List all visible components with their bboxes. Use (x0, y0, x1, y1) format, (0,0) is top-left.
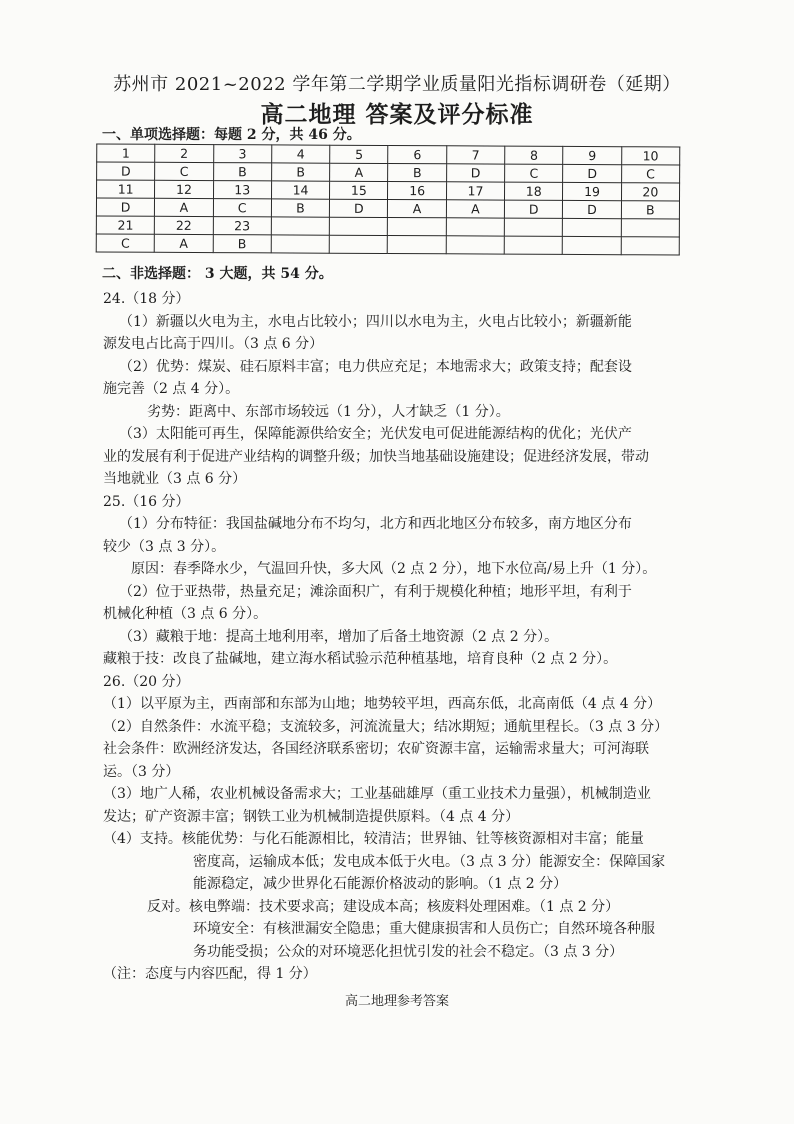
answer-cell: B (213, 235, 271, 253)
question-number-cell: 14 (271, 181, 329, 199)
text-line: （1）新疆以火电为主，水电占比较小；四川以水电为主，火电占比较小；新疆新能 (119, 313, 632, 330)
text-line: 较少（3 点 3 分）。 (103, 538, 226, 555)
question-number-cell (621, 219, 679, 237)
answer-cell: A (155, 198, 213, 216)
answer-cell: B (271, 199, 329, 217)
question-number-cell: 9 (563, 146, 621, 164)
question-number-cell: 10 (621, 147, 679, 165)
answer-cell (329, 235, 387, 253)
answer-cell: B (621, 201, 679, 219)
page-footer: 高二地理参考答案 (344, 994, 449, 1009)
answer-cell: D (563, 164, 621, 182)
answer-cell: C (96, 234, 154, 252)
text-line: 密度高，运输成本低；发电成本低于火电。（3 点 3 分）能源安全：保障国家 (193, 853, 666, 870)
question-number-cell: 17 (446, 182, 504, 200)
question-number-cell: 23 (213, 217, 271, 235)
q24-heading: 24.（18 分） (103, 291, 190, 307)
question-number-cell (446, 218, 504, 236)
question-number-cell: 3 (213, 145, 271, 163)
question-number-cell: 21 (96, 216, 154, 234)
answer-cell: C (155, 162, 213, 180)
answer-cell (563, 236, 621, 254)
text-line: （4）支持。核能优势：与化石能源相比，较清洁；世界铀、钍等核资源相对丰富；能量 (103, 831, 644, 847)
question-number-cell: 12 (155, 180, 213, 198)
question-number-cell (388, 217, 446, 235)
text-line: （3）藏粮于地：提高土地利用率，增加了后备土地资源（2 点 2 分）。 (119, 628, 559, 645)
question-number-cell: 7 (446, 146, 504, 164)
question-number-cell: 4 (272, 145, 330, 163)
question-number-cell: 19 (563, 182, 621, 200)
answer-cell: A (388, 199, 446, 217)
answer-cell: A (446, 200, 504, 218)
question-number-cell (563, 218, 621, 236)
answer-cell: A (155, 234, 213, 252)
answer-cell: B (213, 163, 271, 181)
text-line: （2）位于亚热带，热量充足；滩涂面积广，有利于规模化种植；地形平坦，有利于 (119, 583, 632, 600)
answer-cell: D (446, 164, 504, 182)
question-number-cell: 1 (97, 144, 155, 162)
q26-heading: 26.（20 分） (103, 673, 190, 690)
question-number-cell: 13 (213, 181, 271, 199)
text-line: 劣势：距离中、东部市场较远（1 分），人才缺乏（1 分）。 (147, 403, 510, 420)
text-line: （2）自然条件：水流平稳；支流较多，河流流量大；结冰期短；通航里程长。（3 点 3 分） (103, 718, 669, 735)
section2-heading: 二、非选择题： 3 大题，共 54 分。 (102, 266, 333, 282)
text-line: 藏粮于技：改良了盐碱地，建立海水稻试验示范种植基地，培育良种（2 点 2 分）。 (103, 651, 618, 667)
question-number-cell: 22 (155, 216, 213, 234)
text-line: 施完善（2 点 4 分）。 (103, 381, 240, 397)
text-line: 机械化种植（3 点 6 分）。 (103, 606, 268, 622)
question-number-cell: 20 (621, 183, 679, 201)
q25-heading: 25.（16 分） (103, 493, 190, 510)
answer-cell: C (505, 164, 563, 182)
answer-cell (504, 236, 562, 254)
question-number-cell (271, 217, 329, 235)
text-line: 源发电占比高于四川。（3 点 6 分） (103, 336, 324, 352)
text-line: （3）地广人稀，农业机械设备需求大；工业基础雄厚（重工业技术力量强），机械制造业 (103, 786, 651, 802)
text-line: 发达；矿产资源丰富；钢铁工业为机械制造提供原料。（4 点 4 分） (103, 808, 520, 825)
text-line: 原因：春季降水少，气温回升快，多大风（2 点 2 分），地下水位高/易上升（1 分）。 (131, 561, 657, 577)
answer-cell: D (330, 199, 388, 217)
answer-cell: B (388, 164, 446, 182)
question-number-cell: 16 (388, 182, 446, 200)
text-line: （2）优势：煤炭、硅石原料丰富；电力供应充足；本地需求大；政策支持；配套设 (119, 358, 632, 375)
question-number-cell (329, 217, 387, 235)
section2-body (103, 288, 703, 986)
answer-cell: D (97, 162, 155, 180)
text-line: 能源稳定，减少世界化石能源价格波动的影响。（1 点 2 分） (193, 876, 568, 892)
question-number-cell: 8 (505, 146, 563, 164)
text-line: （1）以平原为主，西南部和东部为山地；地势较平坦，西高东低，北高南低（4 点 4 分） (103, 696, 662, 712)
document-subtitle: 高二地理 答案及评分标准 (260, 101, 534, 128)
answer-cell (621, 237, 679, 255)
question-number-cell (504, 218, 562, 236)
note-line: （注：态度与内容匹配，得 1 分） (103, 966, 317, 982)
question-number-cell: 18 (505, 182, 563, 200)
answer-cell: D (96, 198, 154, 216)
text-line: 当地就业（3 点 6 分） (103, 471, 247, 487)
answer-cell: C (621, 165, 679, 183)
answer-cell: D (563, 200, 621, 218)
answer-table (96, 143, 681, 255)
text-line: 务功能受损；公众的对环境恶化担忧引发的社会不稳定。（3 点 3 分） (193, 943, 624, 960)
text-line: 社会条件：欧洲经济发达，各国经济联系密切；农矿资源丰富，运输需求量大；可河海联 (103, 741, 649, 757)
text-line: 运。（3 分） (103, 763, 180, 780)
answer-cell (388, 235, 446, 253)
document-title: 苏州市 2021~2022 学年第二学期学业质量阳光指标调研卷（延期） (113, 74, 681, 95)
answer-row (96, 234, 679, 255)
text-line: 环境安全：有核泄漏安全隐患；重大健康损害和人员伤亡；自然环境各种服 (193, 921, 655, 937)
question-number-cell: 15 (330, 181, 388, 199)
text-line: （3）太阳能可再生，保障能源供给安全；光伏发电可促进能源结构的优化；光伏产 (119, 426, 632, 442)
text-line: （1）分布特征：我国盐碱地分布不均匀，北方和西北地区分布较多，南方地区分布 (119, 516, 632, 532)
question-number-cell: 5 (330, 145, 388, 163)
question-number-cell: 6 (388, 146, 446, 164)
answer-cell: C (213, 199, 271, 217)
answer-cell: A (330, 163, 388, 181)
answer-cell: B (271, 163, 329, 181)
question-number-cell: 11 (97, 180, 155, 198)
question-number-cell: 2 (155, 144, 213, 162)
answer-cell (446, 236, 504, 254)
text-line: 反对。核电弊端：技术要求高；建设成本高；核废料处理困难。（1 点 2 分） (147, 898, 620, 915)
answer-cell (271, 235, 329, 253)
answer-cell: D (504, 200, 562, 218)
section1-heading: 一、单项选择题：每题 2 分，共 46 分。 (102, 127, 361, 143)
text-line: 业的发展有利于促进产业结构的调整升级；加快当地基础设施建设；促进经济发展，带动 (103, 448, 649, 465)
